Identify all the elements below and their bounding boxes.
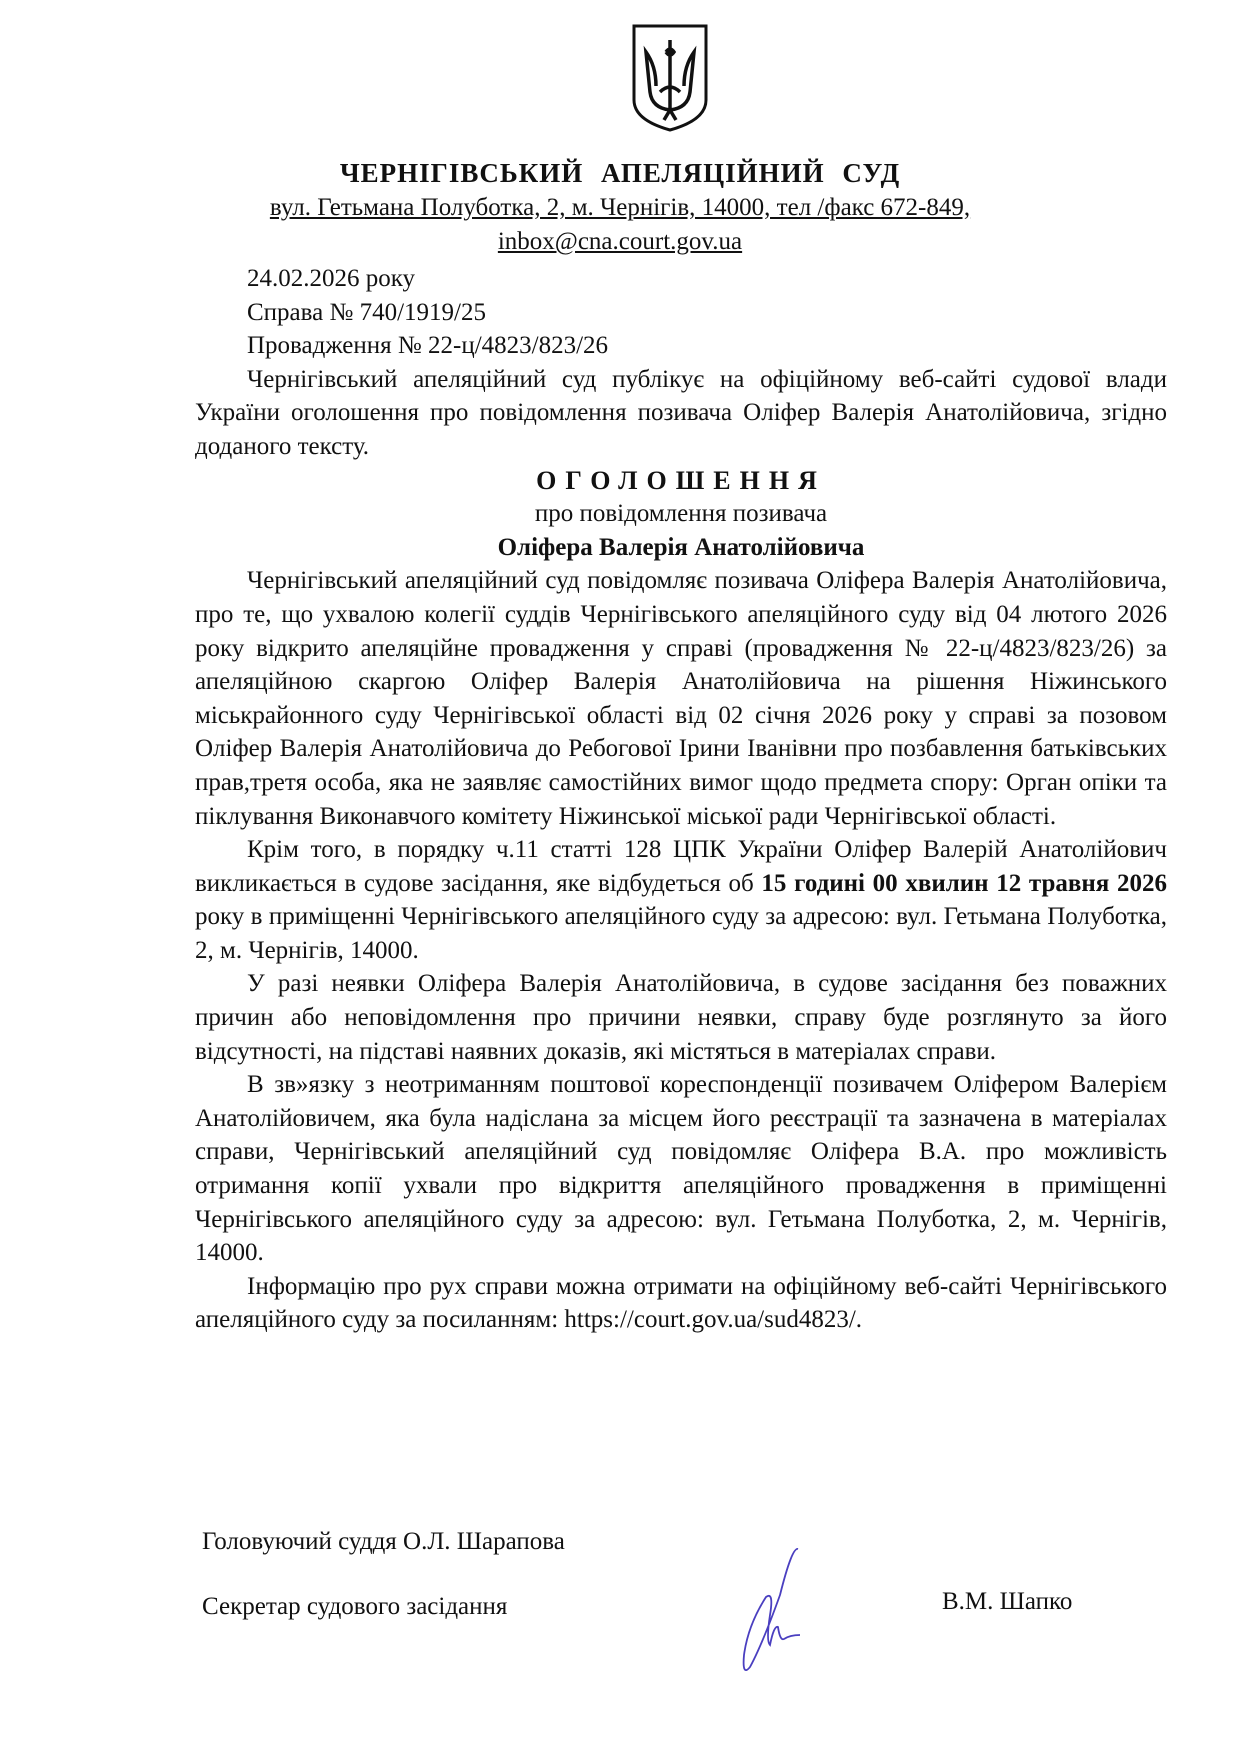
court-email: inbox@cna.court.gov.ua	[497, 228, 743, 255]
hearing-datetime: 15 годині 00 хвилин 12 травня 2026	[761, 869, 1167, 897]
paragraph-2-start: Крім того, в порядку ч.11 статті 128 ЦПК України Оліфер Валерій Анатолійович викликається в судове засідання, яке відбудеться об	[195, 836, 1167, 897]
court-address: вул. Гетьмана Полуботка, 2, м. Чернігів, 14000, тел /факс 672-849,	[269, 194, 971, 221]
presiding-judge: Головуючий суддя О.Л. Шарапова	[202, 1528, 565, 1555]
case-number: Справа № 740/1919/25	[247, 298, 486, 326]
paragraph-4: В зв»язку з неотриманням поштової кореспонденції позивачем Оліфером Валерієм Анатолійовичем, яка була надіслана за місцем його реєстрації та зазначена в матеріалах справи, Чернігівський апеляційний суд повідомляє Оліфера В.А. про можливість отримання копії ухвали про відкриття апеляційного провадження в приміщенні Чернігівського апеляційного суду за адресою: вул. Гетьмана Полуботка, 2, м. Чернігів, 14000.	[195, 1071, 1167, 1267]
paragraph-5: Інформацію про рух справи можна отримати на офіційному веб-сайті Чернігівського апеляційного суду за посиланням: https://court.gov.ua/sud4823/.	[195, 1272, 1167, 1334]
announcement-name: Оліфера Валерія Анатолійовича	[497, 533, 865, 561]
court-name: ЧЕРНІГІВСЬКИЙ АПЕЛЯЦІЙНИЙ СУД	[339, 158, 901, 188]
coat-of-arms-icon	[630, 22, 710, 134]
document-body	[195, 262, 1167, 1337]
proceeding-number: Провадження № 22-ц/4823/823/26	[247, 332, 609, 360]
paragraph-2	[195, 833, 1167, 967]
paragraph-2-end: року в приміщенні Чернігівського апеляційного суду за адресою: вул. Гетьмана Полуботка, 2, м. Чернігів, 14000.	[195, 903, 1167, 964]
secretary-label: Секретар судового засідання	[202, 1593, 508, 1620]
handwritten-signature	[700, 1545, 820, 1675]
announcement-title: ОГОЛОШЕННЯ	[536, 465, 826, 495]
intro-paragraph: Чернігівський апеляційний суд публікує на офіційному веб-сайті судової влади України оголошення про повідомлення позивача Оліфер Валерія Анатолійовича, згідно доданого тексту.	[195, 365, 1167, 460]
announcement-subtitle: про повідомлення позивача	[534, 500, 828, 528]
document-date: 24.02.2026 року	[247, 265, 416, 292]
paragraph-1: Чернігівський апеляційний суд повідомляє позивача Оліфера Валерія Анатолійовича, про те, що ухвалою колегії суддів Чернігівського апеляційного суду від 04 лютого 2026 року відкрито апеляційне провадження у справі (провадження № 22-ц/4823/823/26) за апеляційною скаргою Оліфер Валерія Анатолійовича на рішення Ніжинського міськрайонного суду Чернігівської області від 02 січня 2026 року у справі за позовом Оліфер Валерія Анатолійовича до Ребогової Ірини Іванівни про позбавлення батьківських прав,третя особа, яка не заявляє самостійних вимог щодо предмета спору: Орган опіки та піклування Виконавчого комітету Ніжинської міської ради Чернігівської області.	[195, 567, 1167, 830]
secretary-name: В.М. Шапко	[942, 1588, 1073, 1615]
paragraph-3: У разі неявки Оліфера Валерія Анатолійовича, в судове засідання без поважних причин або неповідомлення про причини неявки, справу буде розглянуто за його відсутності, на підставі наявних доказів, які містяться в матеріалах справи.	[195, 970, 1167, 1065]
